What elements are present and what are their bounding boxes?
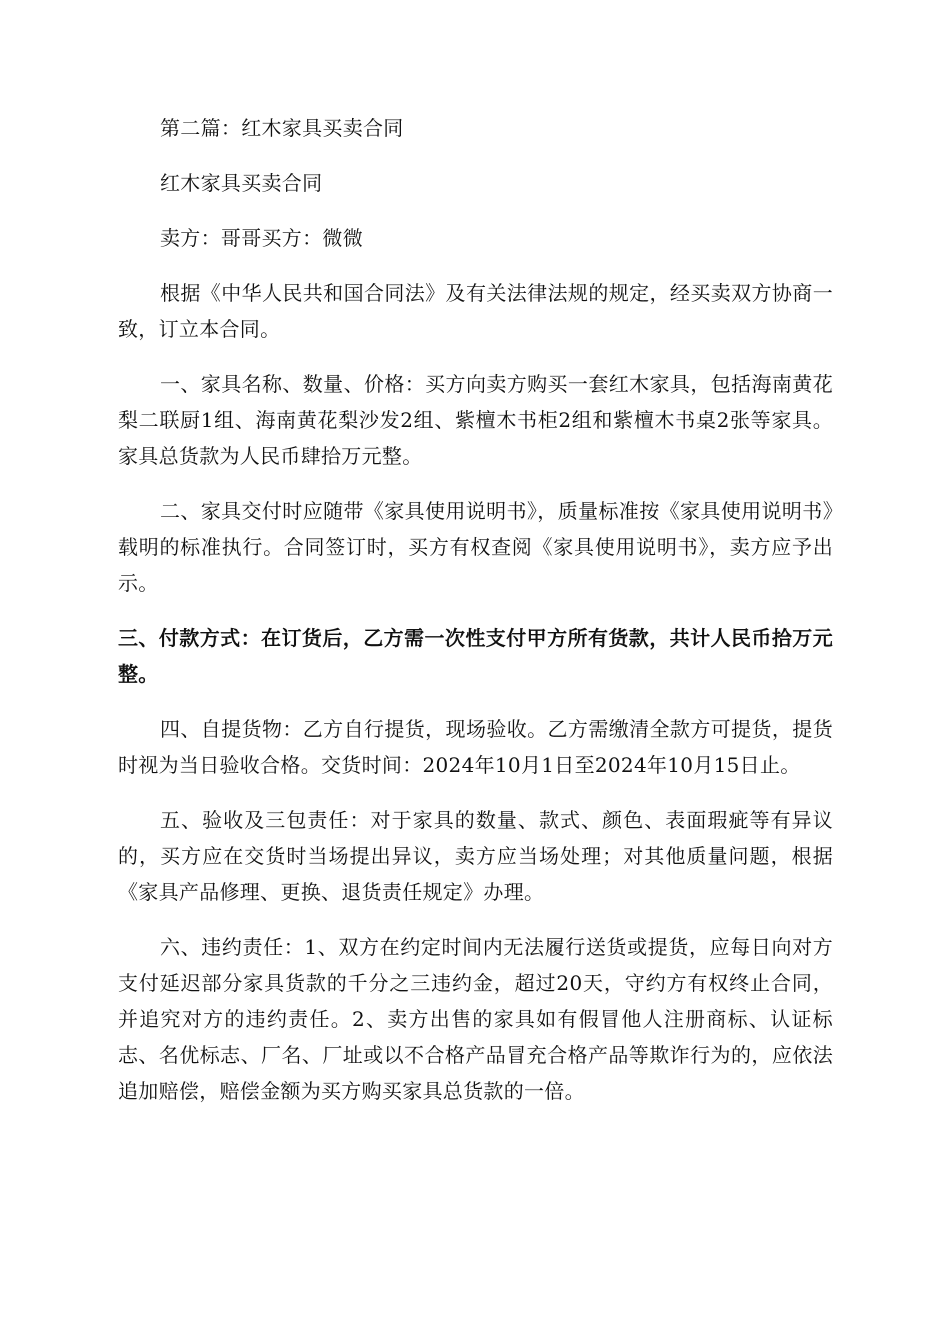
chapter-heading: 第二篇：红木家具买卖合同 <box>160 116 404 140</box>
contract-preamble: 根据《中华人民共和国合同法》及有关法律法规的规定，经买卖双方协商一致，订立本合同。 <box>118 281 833 341</box>
clause-6-breach: 六、违约责任：1、双方在约定时间内无法履行送货或提货，应每日向对方支付延迟部分家具货款的千分之三违约金，超过20天，守约方有权终止合同，并追究对方的违约责任。2、卖方出售的家具如有假冒他人注册商标、认证标志、名优标志、厂名、厂址或以不合格产品冒充合格产品等欺诈行为的，应依法追加赔偿，赔偿金额为买方购买家具总货款的一倍。 <box>118 935 833 1103</box>
clause-3-payment: 三、付款方式：在订货后，乙方需一次性支付甲方所有货款，共计人民币拾万元整。 <box>118 626 833 686</box>
clause-5-inspection: 五、验收及三包责任：对于家具的数量、款式、颜色、表面瑕疵等有异议的，买方应在交货时当场提出异议，卖方应当场处理；对其他质量问题，根据《家具产品修理、更换、退货责任规定》办理。 <box>118 808 833 904</box>
document-body <box>118 110 833 1128</box>
clause-4-pickup: 四、自提货物：乙方自行提货，现场验收。乙方需缴清全款方可提货，提货时视为当日验收合格。交货时间：2024年10月1日至2024年10月15日止。 <box>118 717 833 777</box>
contract-parties: 卖方：哥哥买方：微微 <box>160 226 363 250</box>
clause-2-delivery-quality: 二、家具交付时应随带《家具使用说明书》，质量标准按《家具使用说明书》载明的标准执行。合同签订时，买方有权查阅《家具使用说明书》，卖方应予出示。 <box>118 499 833 595</box>
contract-title: 红木家具买卖合同 <box>160 171 323 195</box>
clause-1-goods-price: 一、家具名称、数量、价格：买方向卖方购买一套红木家具，包括海南黄花梨二联厨1组、海南黄花梨沙发2组、紫檀木书柜2组和紫檀木书桌2张等家具。家具总货款为人民币肆拾万元整。 <box>118 372 833 468</box>
